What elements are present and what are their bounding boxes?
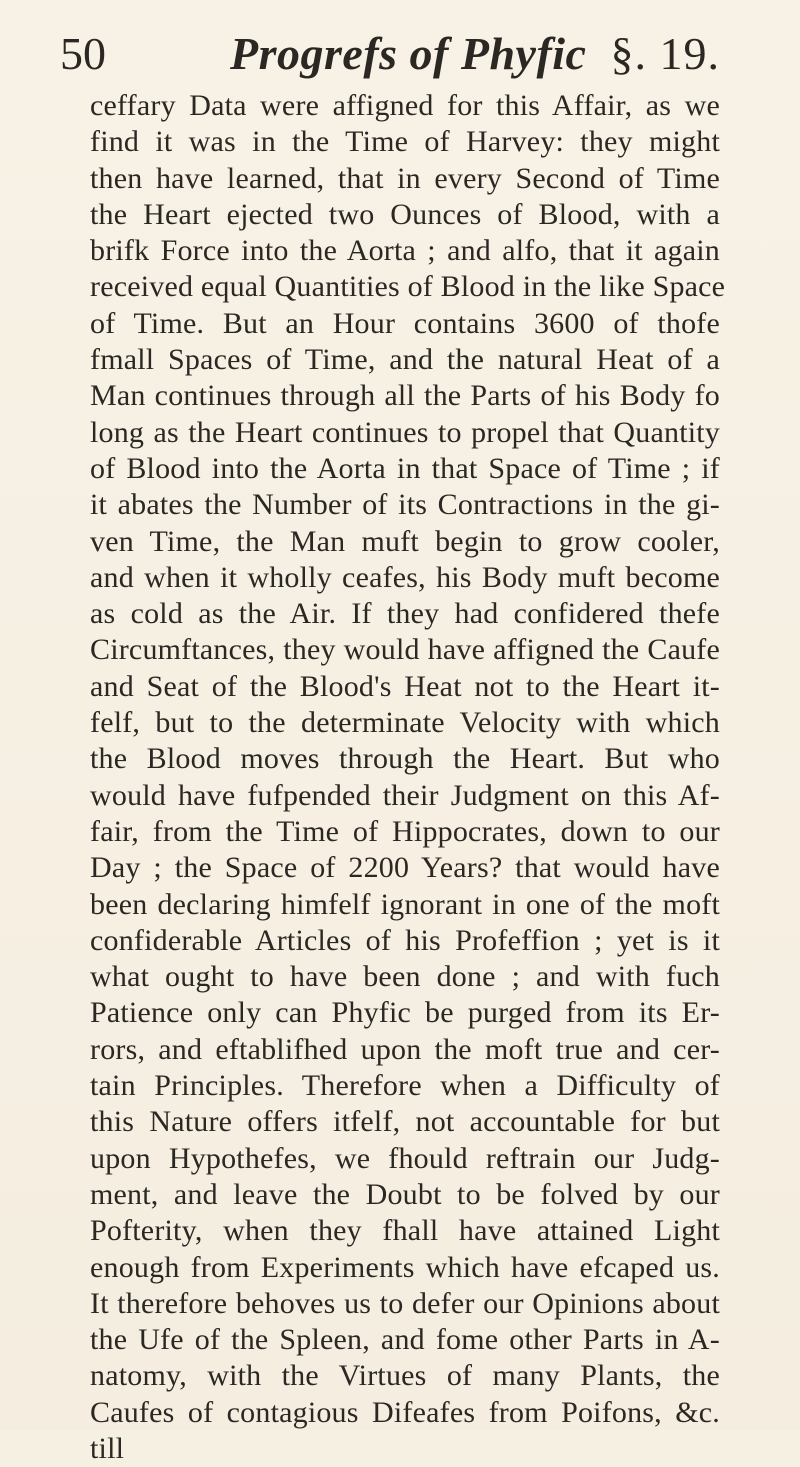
text-line: been declaring himfelf ignorant in one of the moft xyxy=(90,887,720,921)
text-line: and when it wholly ceafes, his Body muft become xyxy=(90,560,720,594)
text-line: ceffary Data were affigned for this Affair, as we xyxy=(90,89,720,122)
catchword: till xyxy=(90,1431,125,1465)
text-line: enough from Experiments which have efcaped us. xyxy=(90,1250,720,1284)
text-line: then have learned, that in every Second of Time xyxy=(90,161,720,195)
text-line: Pofterity, when they fhall have attained Light xyxy=(90,1214,720,1248)
text-line: of Blood into the Aorta in that Space of Time ; if xyxy=(90,451,720,485)
text-line: would have fufpended their Judgment on this Af- xyxy=(90,778,720,812)
text-line: Caufes of contagious Difeafes from Poifons, &c. xyxy=(90,1395,720,1429)
text-line: natomy, with the Virtues of many Plants, the xyxy=(90,1359,720,1393)
running-head xyxy=(60,18,720,90)
text-line: and Seat of the Blood's Heat not to the Heart it- xyxy=(90,669,720,703)
text-line: fair, from the Time of Hippocrates, down to our xyxy=(90,814,720,848)
text-line: brifk Force into the Aorta ; and alfo, that it again xyxy=(90,234,720,268)
page-number: 50 xyxy=(60,28,106,79)
body-text xyxy=(90,88,726,1467)
text-line: Day ; the Space of 2200 Years? that would have xyxy=(90,851,720,885)
text-line: the Heart ejected two Ounces of Blood, with a xyxy=(90,197,720,231)
text-line: tain Principles. Therefore when a Difficulty of xyxy=(90,1069,720,1103)
text-line: upon Hypothefes, we fhould reftrain our Judg- xyxy=(90,1141,720,1175)
text-line: find it was in the Time of Harvey: they might xyxy=(90,125,720,159)
text-line: confiderable Articles of his Profeffion ; yet is it xyxy=(90,923,720,957)
text-line: fmall Spaces of Time, and the natural Heat of a xyxy=(90,343,720,377)
text-line: It therefore behoves us to defer our Opinions about xyxy=(90,1286,720,1320)
text-line: Man continues through all the Parts of his Body fo xyxy=(90,379,720,413)
text-line: what ought to have been done ; and with fuch xyxy=(90,960,720,994)
text-line: ven Time, the Man muft begin to grow cooler, xyxy=(90,524,720,558)
text-line: as cold as the Air. If they had confidered thefe xyxy=(90,597,720,631)
text-line: Patience only can Phyfic be purged from its Er- xyxy=(90,996,720,1030)
text-line: it abates the Number of its Contractions in the gi- xyxy=(90,488,720,522)
text-line: the Ufe of the Spleen, and fome other Parts in A- xyxy=(90,1323,720,1357)
section-marker: §. 19. xyxy=(610,28,720,79)
running-title: Progrefs of Phyfic xyxy=(230,28,587,79)
text-line: long as the Heart continues to propel that Quantity xyxy=(90,415,720,449)
text-line: felf, but to the determinate Velocity with which xyxy=(90,706,720,740)
text-line: of Time. But an Hour contains 3600 of thofe xyxy=(90,306,720,340)
text-line: ment, and leave the Doubt to be folved by our xyxy=(90,1177,720,1211)
text-line: Circumftances, they would have affigned the Caufe xyxy=(90,633,720,667)
text-line: this Nature offers itfelf, not accountable for but xyxy=(90,1105,720,1139)
text-line: received equal Quantities of Blood in the like Space xyxy=(90,270,726,304)
text-line: rors, and eftablifhed upon the moft true and cer- xyxy=(90,1032,720,1066)
text-line: the Blood moves through the Heart. But who xyxy=(90,742,720,776)
